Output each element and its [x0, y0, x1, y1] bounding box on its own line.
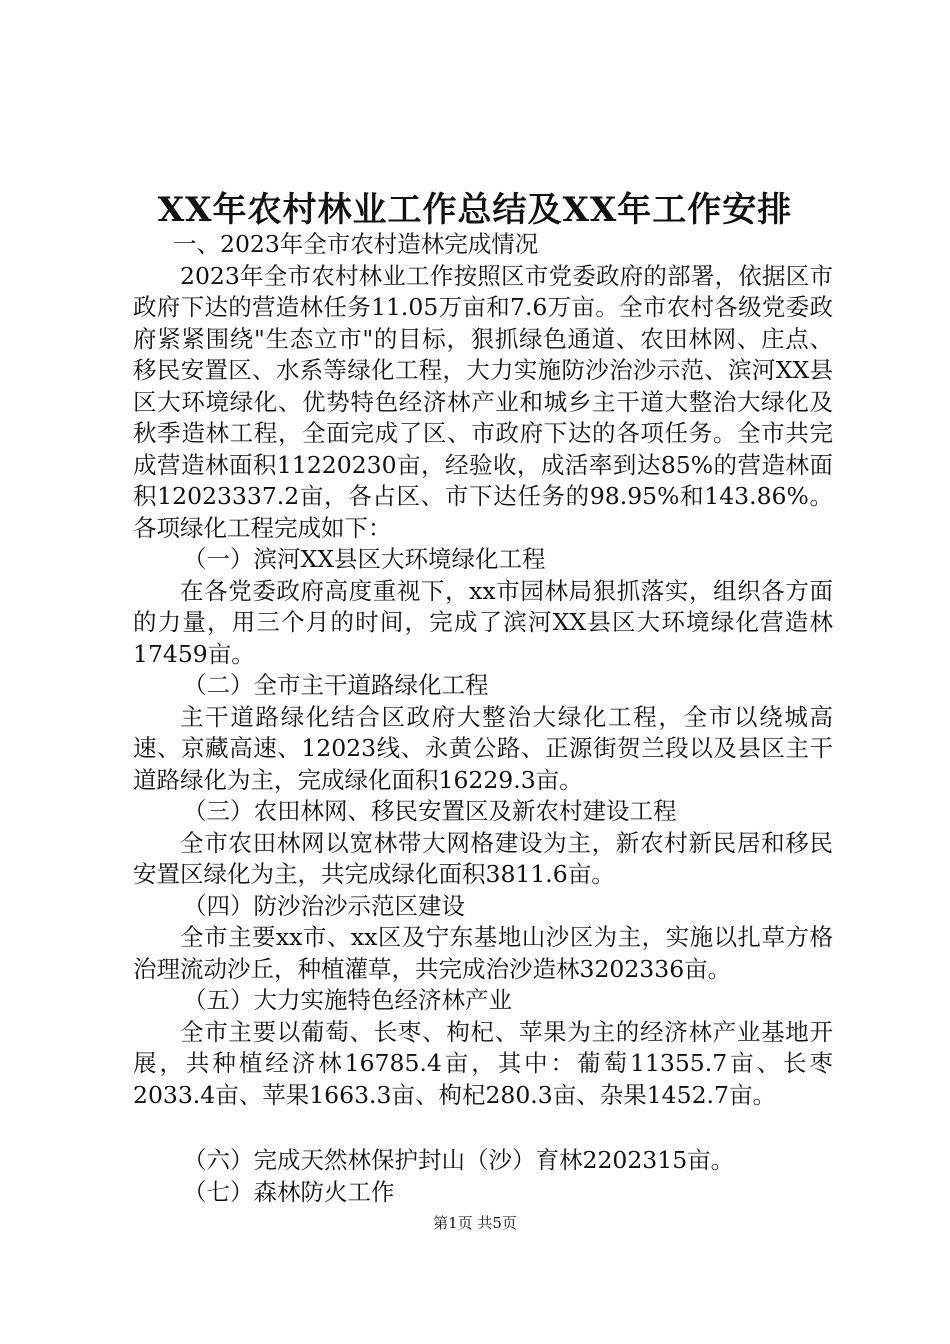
subsection-heading: （四）防沙治沙示范区建设 — [183, 891, 465, 920]
body-paragraph: 在各党委政府高度重视下，xx市园林局狠抓落实，组织各方面的力量，用三个月的时间，完成了滨河XX县区大环境绿化营造林17459亩。 — [133, 576, 833, 668]
body-paragraph: 全市主要xx市、xx区及宁东基地山沙区为主，实施以扎草方格治理流动沙丘，种植灌草，共完成治沙造林3202336亩。 — [133, 923, 833, 983]
subsection-heading: （七）森林防火工作 — [183, 1177, 395, 1206]
subsection-heading: （六）完成天然林保护封山（沙）育林2202315亩。 — [183, 1146, 735, 1174]
body-paragraph: 全市主要以葡萄、长枣、枸杞、苹果为主的经济林产业基地开展，共种植经济林16785.4亩，其中：葡萄11355.7亩、长枣2033.4亩、苹果1663.3亩、枸杞280.3亩、杂果1452.7亩。 — [133, 1017, 833, 1109]
document-body — [133, 229, 833, 1208]
body-paragraph: 全市农田林网以宽林带大网格建设为主，新农村新民居和移民安置区绿化为主，共完成绿化面积3811.6亩。 — [133, 828, 833, 888]
body-paragraph: 2023年全市农村林业工作按照区市党委政府的部署，依据区市政府下达的营造林任务11.05万亩和7.6万亩。全市农村各级党委政府紧紧围绕"生态立市"的目标，狠抓绿色通道、农田林网、庄点、移民安置区、水系等绿化工程，大力实施防沙治沙示范、滨河XX县区大环境绿化、优势特色经济林产业和城乡主干道大整治大绿化及秋季造林工程，全面完成了区、市政府下达的各项任务。全市共完成营造林面积11220230亩，经验收，成活率到达85%的营造林面积12023337.2亩，各占区、市下达任务的98.95%和143.86%。各项绿化工程完成如下： — [133, 261, 833, 542]
subsection-heading: （一）滨河XX县区大环境绿化工程 — [183, 545, 546, 573]
document-title: XX年农村林业工作总结及XX年工作安排 — [157, 190, 793, 230]
subsection-heading: （五）大力实施特色经济林产业 — [183, 986, 512, 1014]
section-heading: 一、2023年全市农村造林完成情况 — [173, 230, 539, 258]
subsection-heading: （三）农田林网、移民安置区及新农村建设工程 — [183, 797, 677, 825]
subsection-heading: （二）全市主干道路绿化工程 — [183, 671, 489, 699]
body-paragraph: 主干道路绿化结合区政府大整治大绿化工程，全市以绕城高速、京藏高速、12023线、永黄公路、正源街贺兰段以及县区主干道路绿化为主，完成绿化面积16229.3亩。 — [133, 702, 833, 794]
page-footer: 第1页 共5页 — [433, 1214, 517, 1232]
